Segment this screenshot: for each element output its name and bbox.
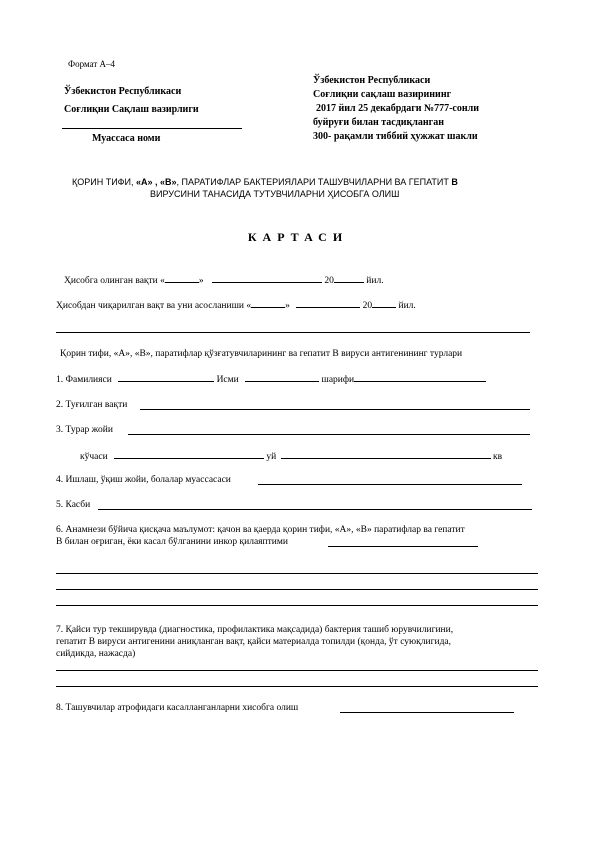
document-heading-line2: ВИРУСИНИ ТАНАСИДА ТУТУВЧИЛАРНИ ҲИСОБГА ОЛИШ — [150, 189, 400, 199]
anamnesis-line-1[interactable] — [56, 573, 538, 574]
field-6-line1: 6. Анамнези бўйича қисқача маълумот: қачон ва қаерда қорин тифи, «А», «В» паратифлар ва гепатит — [56, 525, 465, 535]
anamnesis-inline-field[interactable] — [328, 546, 478, 547]
field-4-label: 4. Ишлаш, ўқиш жойи, болалар муассасаси — [56, 475, 231, 485]
heading-bold-b: В — [451, 177, 458, 187]
approval-text: буйруғи билан тасдиқланган — [313, 117, 444, 128]
registered-yil: йил. — [366, 276, 384, 286]
workplace-field[interactable] — [258, 484, 522, 485]
approval-ministry: Соғлиқни сақлаш вазирининг — [313, 89, 452, 100]
field-5-label: 5. Касби — [56, 500, 91, 510]
registered-day-field[interactable] — [165, 273, 199, 283]
examination-line-2[interactable] — [56, 686, 538, 687]
field-1-row — [56, 372, 486, 386]
anamnesis-line-3[interactable] — [56, 605, 538, 606]
profession-field[interactable] — [98, 509, 532, 510]
removed-month-field[interactable] — [296, 298, 360, 308]
house-label: уй — [266, 452, 277, 462]
field-7-line3: сийдикда, нажасда) — [56, 649, 136, 659]
heading-part2: , ПАРАТИФЛАР БАКТЕРИЯЛАРИ ТАШУВЧИЛАРНИ ВА ГЕПАТИТ — [176, 177, 452, 187]
removed-yil: йил. — [398, 301, 416, 311]
registered-year-prefix: 20 — [324, 276, 334, 286]
registered-quote-close: » — [198, 276, 204, 286]
institution-name-field[interactable] — [62, 128, 242, 129]
field-8-label: 8. Ташувчилар атрофидаги касалланганларни хисобга олиш — [56, 703, 299, 713]
carriers-field[interactable] — [340, 712, 514, 713]
patronymic-field[interactable] — [354, 372, 486, 382]
removed-row — [56, 298, 416, 312]
approval-order: 2017 йил 25 декабрдаги №777-сонли — [316, 103, 479, 114]
field-7-line2: гепатит В вируси антигенини аниқланган вақт, қайси материалда топилди (қонда, ўт суюқлигида, — [56, 637, 451, 647]
approval-form-number: 300- рақамли тиббий ҳужжат шакли — [313, 131, 478, 142]
approval-country: Ўзбекистон Республикаси — [313, 75, 431, 86]
address-row — [80, 449, 502, 463]
removed-day-field[interactable] — [251, 298, 285, 308]
patronymic-label: шарифи — [321, 375, 355, 385]
name-field[interactable] — [245, 372, 319, 382]
residence-field[interactable] — [128, 434, 530, 435]
birth-date-field[interactable] — [140, 409, 530, 410]
registered-row — [64, 273, 384, 287]
removed-quote-close: » — [285, 301, 290, 311]
removed-label: Ҳисобдан чиқарилган вақт ва уни асосланиши « — [56, 301, 252, 311]
ministry-country: Ўзбекистон Республикаси — [64, 86, 182, 97]
house-field[interactable] — [281, 449, 491, 459]
registered-year-field[interactable] — [334, 273, 364, 283]
heading-part1: ҚОРИН ТИФИ, — [72, 177, 136, 187]
card-title: КАРТАСИ — [247, 230, 349, 244]
registered-label: Ҳисобга олинган вақти « — [64, 276, 165, 286]
registered-month-field[interactable] — [212, 273, 322, 283]
examination-line-1[interactable] — [56, 670, 538, 671]
ministry-name: Соғлиқни Сақлаш вазирлиги — [64, 104, 199, 115]
field-3-label: 3. Турар жойи — [56, 425, 113, 435]
heading-bold-ab: «А» , «В» — [136, 177, 177, 187]
removal-reason-field[interactable] — [56, 332, 530, 333]
institution-label: Муассаса номи — [92, 133, 161, 144]
anamnesis-line-2[interactable] — [56, 589, 538, 590]
antigen-types-label: Қорин тифи, «А», «В», паратифлар қўзғатувчиларининг ва гепатит В вируси антигенининг турлари — [60, 349, 463, 359]
format-label: Формат А–4 — [68, 59, 116, 69]
removed-year-field[interactable] — [372, 298, 396, 308]
apt-label: кв — [493, 452, 503, 462]
field-7-line1: 7. Қайси тур текширувда (диагностика, профилактика мақсадида) бактерия ташиб юрувчилигини, — [56, 625, 454, 635]
name-label: Исми — [216, 375, 239, 385]
street-label: кўчаси — [80, 452, 108, 462]
surname-field[interactable] — [118, 372, 214, 382]
surname-label: 1. Фамилияси — [56, 375, 112, 385]
document-heading-line1 — [72, 176, 458, 188]
field-2-label: 2. Туғилган вақти — [56, 400, 128, 410]
removed-year-prefix: 20 — [362, 301, 373, 311]
field-6-line2: В билан оғриган, ёки касал бўлганини инкор қилаяптими — [56, 537, 288, 547]
street-field[interactable] — [114, 449, 264, 459]
